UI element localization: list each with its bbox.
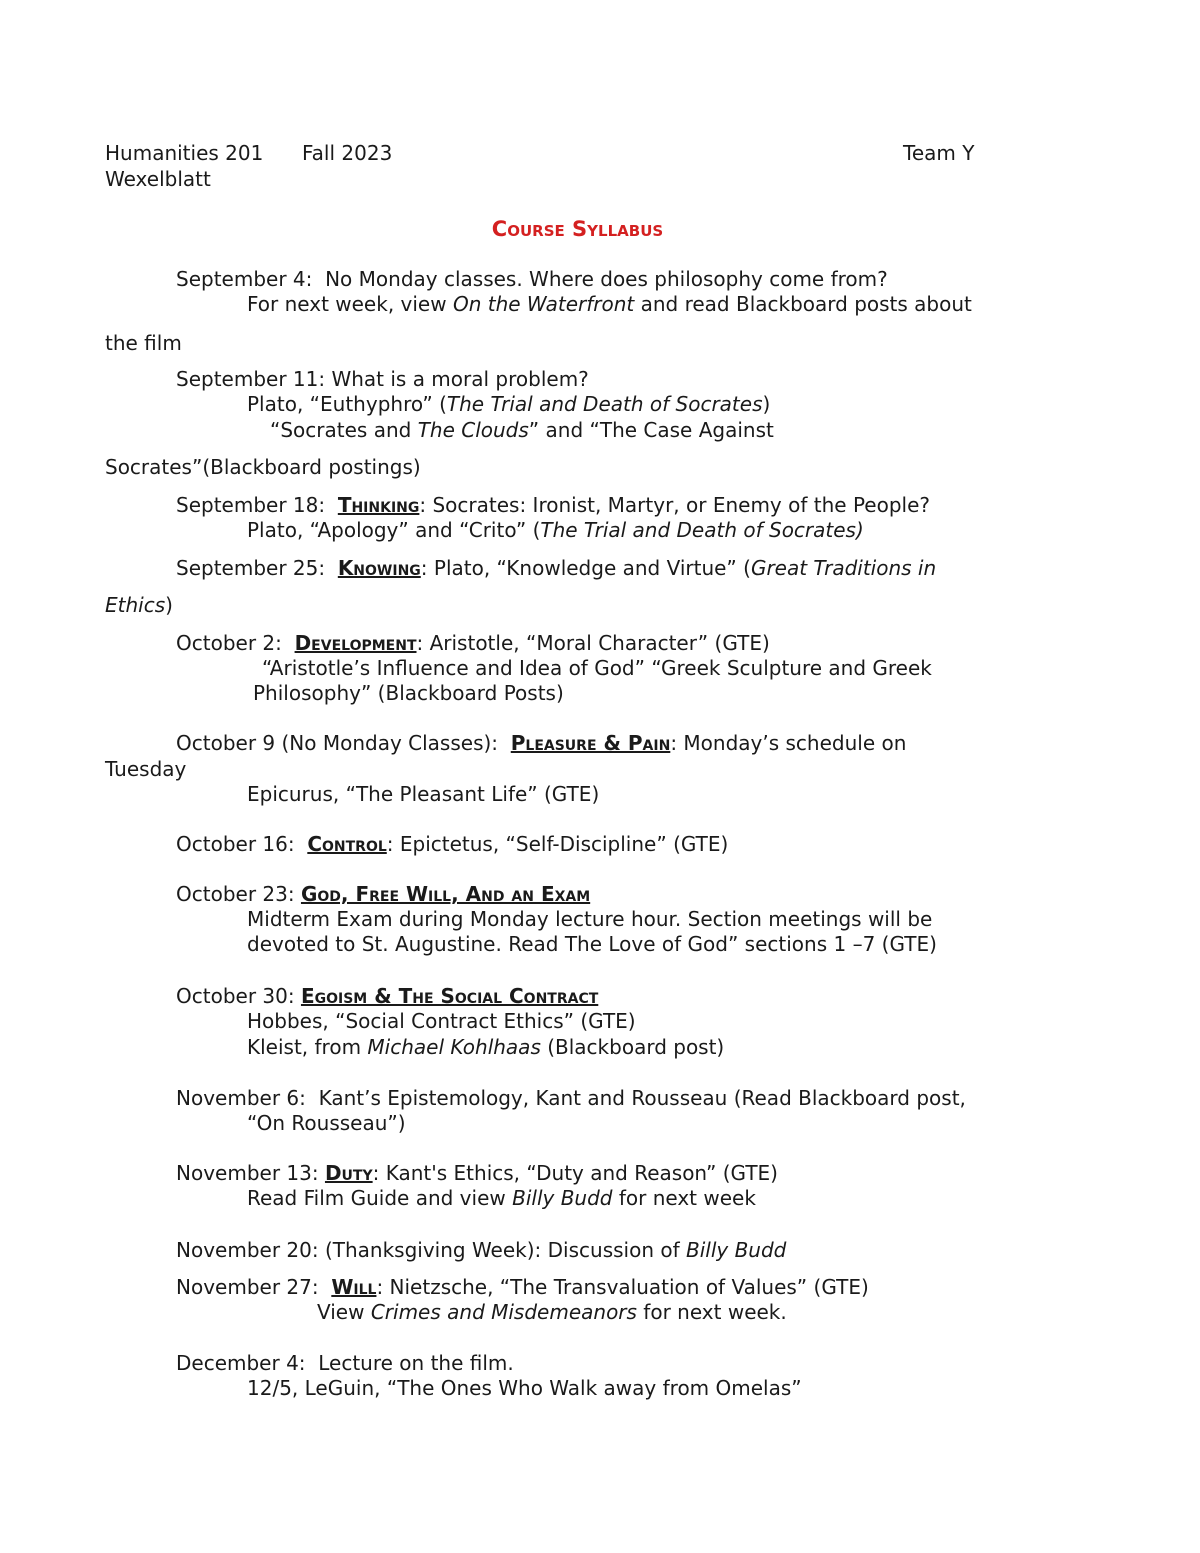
entry-text: ” and “The Case Against (528, 418, 774, 442)
entry-oct9-line1: Tuesday (105, 757, 187, 781)
entry-sep4-line1 (247, 292, 972, 316)
book-title: Michael Kohlhaas (367, 1035, 541, 1059)
entry-text: Kant’s Epistemology, Kant and Rousseau (Read Blackboard post, (318, 1086, 966, 1110)
page-title: Course Syllabus (491, 217, 664, 241)
entry-date: September 25: (176, 556, 326, 580)
entry-date: December 4: (176, 1351, 306, 1375)
entry-nov13 (176, 1161, 778, 1185)
entry-oct2-line2: Philosophy” (Blackboard Posts) (253, 681, 564, 705)
entry-oct16 (176, 832, 728, 856)
entry-text: for next week. (636, 1300, 787, 1324)
entry-text: No Monday classes. Where does philosophy come from? (325, 267, 888, 291)
topic-heading: Knowing (337, 556, 421, 580)
entry-text: : Monday’s schedule on (670, 731, 907, 755)
entry-date: November 6: (176, 1086, 306, 1110)
entry-oct2 (176, 631, 770, 655)
entry-text: Lecture on the film. (318, 1351, 514, 1375)
film-title: Billy Budd (686, 1238, 787, 1262)
entry-oct23 (176, 882, 590, 906)
entry-date: September 11: (176, 367, 326, 391)
entry-nov13-line1 (247, 1186, 756, 1210)
film-title: On the Waterfront (452, 292, 635, 316)
topic-heading: Will (331, 1275, 377, 1299)
film-title: Crimes and Misdemeanors (370, 1300, 637, 1324)
entry-text: : Aristotle, “Moral Character” (GTE) (416, 631, 770, 655)
entry-text: ) (165, 593, 173, 617)
book-title: Ethics (105, 593, 166, 617)
topic-heading: Egoism & The Social Contract (300, 984, 599, 1008)
entry-date: November 27: (176, 1275, 319, 1299)
entry-text: (Thanksgiving Week): Discussion of (324, 1238, 686, 1262)
entry-date: October 30: (176, 984, 295, 1008)
entry-text: Kleist, from (247, 1035, 368, 1059)
entry-date: October 16: (176, 832, 295, 856)
topic-heading: Pleasure & Pain (510, 731, 671, 755)
entry-oct2-line1: “Aristotle’s Influence and Idea of God” “Greek Sculpture and Greek (262, 656, 932, 680)
topic-heading: Control (307, 832, 387, 856)
entry-nov27-line1 (317, 1300, 787, 1324)
entry-sep18 (176, 493, 930, 517)
entry-sep25 (176, 556, 936, 580)
header-team: Team Y (903, 141, 975, 165)
entry-oct30-line2 (247, 1035, 724, 1059)
entry-oct30-line1: Hobbes, “Social Contract Ethics” (GTE) (247, 1009, 636, 1033)
entry-text: and read Blackboard posts about (634, 292, 972, 316)
entry-oct30 (176, 984, 598, 1008)
entry-date: November 13: (176, 1161, 319, 1185)
entry-sep4 (176, 267, 888, 291)
header-term: Fall 2023 (302, 141, 393, 165)
entry-nov6-line1: “On Rousseau”) (247, 1111, 406, 1135)
entry-sep11-line2 (270, 418, 774, 442)
entry-sep18-line1 (247, 518, 864, 542)
header-instructor: Wexelblatt (105, 167, 211, 191)
topic-heading: Development (294, 631, 417, 655)
entry-oct23-line1: Midterm Exam during Monday lecture hour. Section meetings will be (247, 907, 933, 931)
entry-text: Plato, “Euthyphro” ( (247, 392, 447, 416)
entry-dec4-line1: 12/5, LeGuin, “The Ones Who Walk away from Omelas” (247, 1376, 802, 1400)
entry-text: : Nietzsche, “The Transvaluation of Values” (GTE) (376, 1275, 869, 1299)
entry-oct9 (176, 731, 906, 755)
entry-date: October 9 (No Monday Classes): (176, 731, 499, 755)
entry-date: October 23: (176, 882, 295, 906)
entry-text: : Kant's Ethics, “Duty and Reason” (GTE) (372, 1161, 778, 1185)
entry-date: November 20: (176, 1238, 319, 1262)
entry-nov20 (176, 1238, 786, 1262)
entry-text: (Blackboard post) (540, 1035, 725, 1059)
entry-text: “Socrates and (270, 418, 418, 442)
entry-sep25-line2 (105, 593, 173, 617)
topic-heading: Duty (324, 1161, 373, 1185)
entry-sep11-line3: Socrates”(Blackboard postings) (105, 455, 421, 479)
entry-sep4-line2: the film (105, 331, 182, 355)
entry-sep11 (176, 367, 589, 391)
entry-date: October 2: (176, 631, 282, 655)
book-title: The Trial and Death of Socrates (446, 392, 763, 416)
entry-nov27 (176, 1275, 869, 1299)
topic-heading: God, Free Will, And an Exam (300, 882, 591, 906)
entry-oct23-line2: devoted to St. Augustine. Read The Love of God” sections 1 –7 (GTE) (247, 932, 937, 956)
book-title: The Clouds (417, 418, 529, 442)
topic-heading: Thinking (337, 493, 420, 517)
entry-text: For next week, view (247, 292, 453, 316)
entry-text: : Socrates: Ironist, Martyr, or Enemy of the People? (419, 493, 930, 517)
entry-text: What is a moral problem? (331, 367, 589, 391)
entry-text: Plato, “Apology” and “Crito” ( (247, 518, 541, 542)
entry-oct9-line2: Epicurus, “The Pleasant Life” (GTE) (247, 782, 600, 806)
entry-text: : Plato, “Knowledge and Virtue” ( (420, 556, 751, 580)
entry-date: September 18: (176, 493, 326, 517)
entry-sep11-line1 (247, 392, 770, 416)
book-title: Great Traditions in (750, 556, 937, 580)
entry-text: Read Film Guide and view (247, 1186, 513, 1210)
entry-text: for next week (612, 1186, 756, 1210)
entry-dec4 (176, 1351, 514, 1375)
entry-date: September 4: (176, 267, 313, 291)
entry-text: View (317, 1300, 371, 1324)
entry-text: : Epictetus, “Self-Discipline” (GTE) (386, 832, 729, 856)
entry-text: ) (762, 392, 771, 416)
film-title: Billy Budd (512, 1186, 613, 1210)
header-course: Humanities 201 (105, 141, 264, 165)
entry-nov6 (176, 1086, 966, 1110)
book-title: The Trial and Death of Socrates) (540, 518, 864, 542)
